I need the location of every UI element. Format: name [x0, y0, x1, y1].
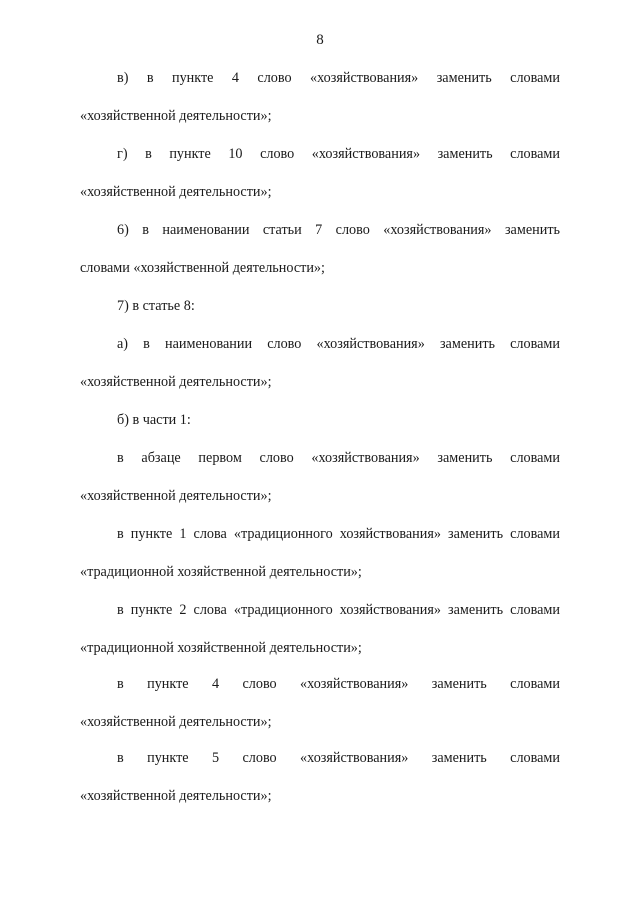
paragraph-6-continuation: словами «хозяйственной деятельности»;: [80, 260, 325, 276]
paragraph-v-continuation: «хозяйственной деятельности»;: [80, 108, 272, 124]
page-number: 8: [316, 32, 324, 48]
paragraph-punkt4-first-line: в пункте 4 слово «хозяйствования» заменить словами: [117, 676, 560, 692]
paragraph-punkt1-first-line: в пункте 1 слова «традиционного хозяйствования» заменить словами: [117, 526, 560, 542]
paragraph-punkt2-continuation: «традиционной хозяйственной деятельности»;: [80, 640, 362, 656]
paragraph-v-first-line: в) в пункте 4 слово «хозяйствования» заменить словами: [117, 70, 560, 86]
paragraph-a-continuation: «хозяйственной деятельности»;: [80, 374, 272, 390]
paragraph-punkt5-continuation: «хозяйственной деятельности»;: [80, 788, 272, 804]
paragraph-punkt2-first-line: в пункте 2 слова «традиционного хозяйствования» заменить словами: [117, 602, 560, 618]
paragraph-abzac-first-line: в абзаце первом слово «хозяйствования» заменить словами: [117, 450, 560, 466]
paragraph-punkt1-continuation: «традиционной хозяйственной деятельности»;: [80, 564, 362, 580]
paragraph-g-continuation: «хозяйственной деятельности»;: [80, 184, 272, 200]
paragraph-punkt5-first-line: в пункте 5 слово «хозяйствования» заменить словами: [117, 750, 560, 766]
paragraph-abzac-continuation: «хозяйственной деятельности»;: [80, 488, 272, 504]
paragraph-g-first-line: г) в пункте 10 слово «хозяйствования» заменить словами: [117, 146, 560, 162]
paragraph-b-heading: б) в части 1:: [117, 412, 191, 428]
paragraph-punkt4-continuation: «хозяйственной деятельности»;: [80, 714, 272, 730]
paragraph-7-heading: 7) в статье 8:: [117, 298, 195, 314]
paragraph-6-first-line: 6) в наименовании статьи 7 слово «хозяйствования» заменить: [117, 222, 560, 238]
paragraph-a-first-line: а) в наименовании слово «хозяйствования» заменить словами: [117, 336, 560, 352]
